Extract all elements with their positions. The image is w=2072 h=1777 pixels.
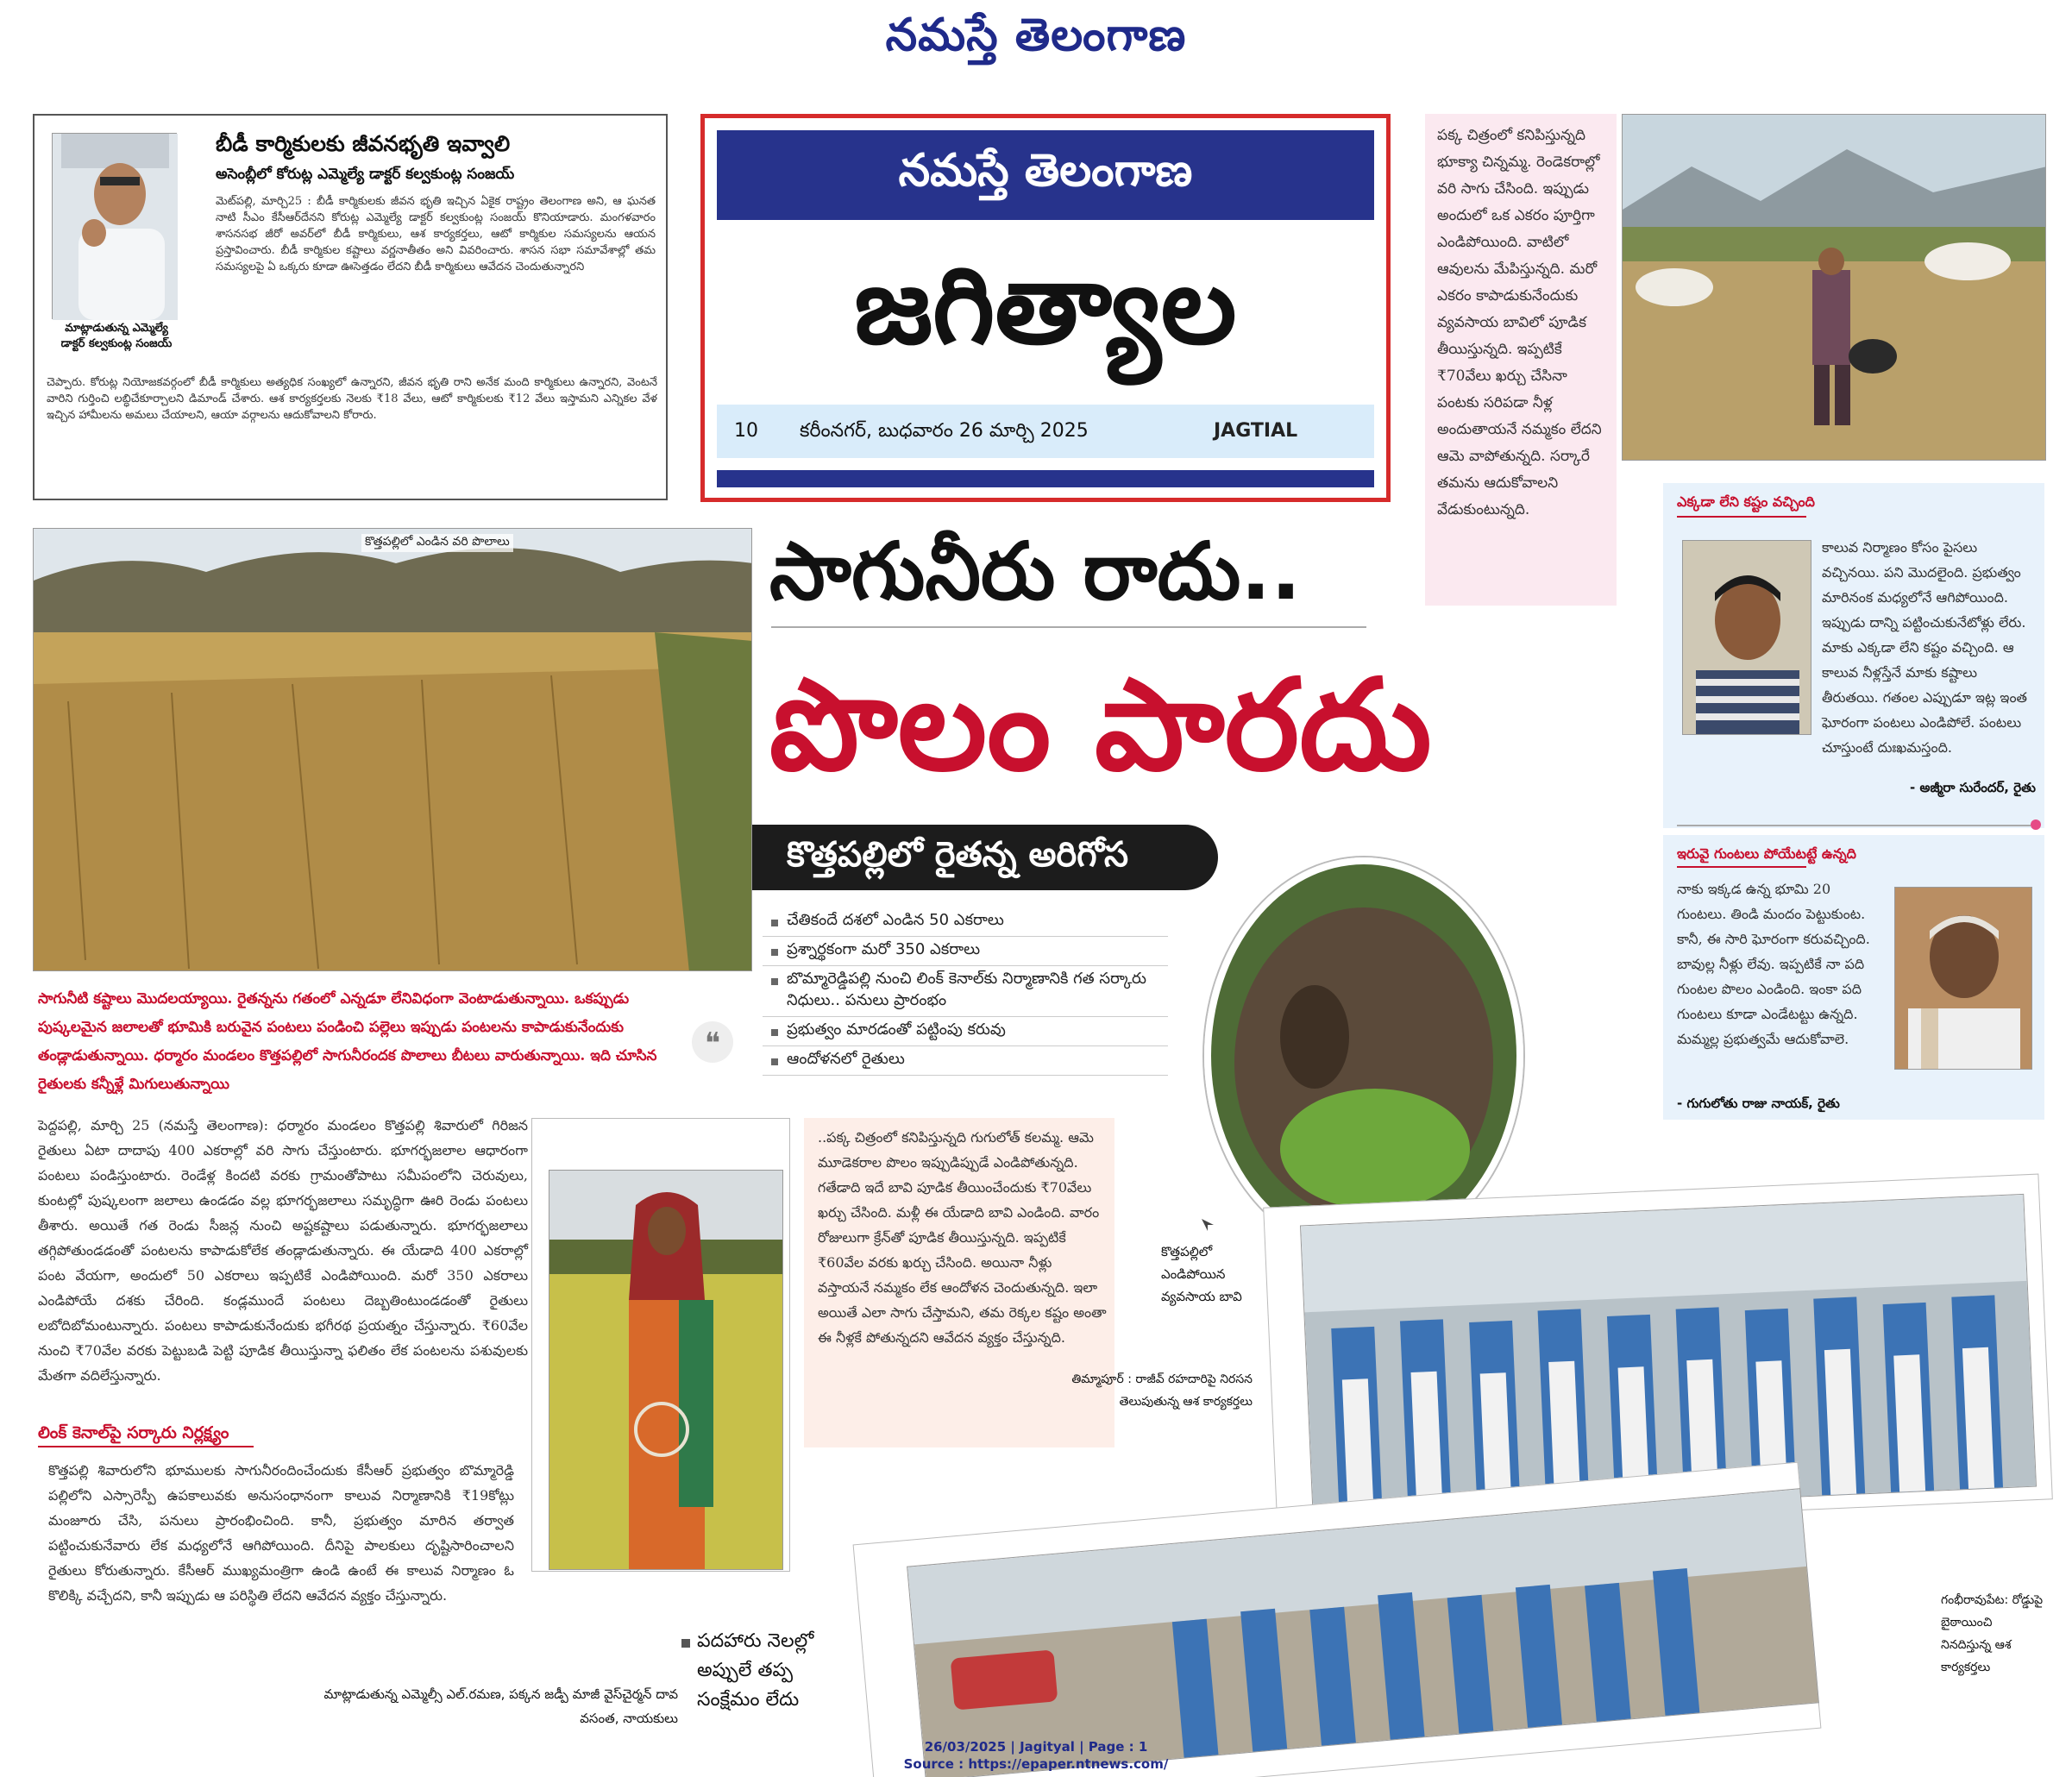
dry-paddy-field-graphic <box>34 529 752 971</box>
bullet-item: చేతికందే దశలో ఎండిన 50 ఎకరాలు <box>763 907 1168 937</box>
dry-field-woman-graphic <box>1623 115 2046 461</box>
canal-subhead: లింక్ కెనాల్‌పై సర్కారు నిర్లక్ష్యం <box>38 1423 229 1442</box>
main-body-2: కొత్తపల్లి శివారులోని భూములకు సాగునీరందించేందుకు కేసీఆర్ ప్రభుత్వం బొమ్మారెడ్డి పల్లిలోని ఎస్సారెస్పీ ఉపకాలువకు అనుసంధానంగా కాలువ నిర్మాణానికి ₹19కోట్లు మంజూరు చేసి, పనులు ప్రారంభించింది. కానీ, ప్రభుత్వం మారిన తర్వాత పట్టించుకునేవారు లేక మధ్యలోనే ఆగిపోయింది. దీనిపై పాలకులు దృష్టిసారించాలని రైతులు కోరుతున్నారు. కేసీఆర్ ముఖ్యమంత్రిగా ఉండి ఉంటే ఈ కాలువ నిర్మాణం ఓ కొలిక్కి వచ్చేదని, కానీ ఇప్పుడు ఆ పరిస్థితి లేదని ఆవేదన వ్యక్తం చేస్తున్నారు. <box>48 1462 514 1604</box>
top-right-woman-field-photo <box>1622 114 2046 461</box>
edition-page-number: 10 <box>734 420 758 442</box>
mla-portrait-graphic <box>53 134 178 320</box>
quote-mark-icon: ❝ <box>692 1021 733 1063</box>
bottom-mla-caption: మాట్లాడుతున్న ఎమ్మెల్సీ ఎల్.రమణ, పక్కన జడ్పీ మాజీ వైస్‌చైర్మన్ దావ వసంత, నాయకులు <box>323 1686 678 1726</box>
woman-kalamma-graphic <box>549 1171 783 1570</box>
field-photo-caption: కొత్తపల్లిలో ఎండిన వరి పొలాలు <box>361 534 513 552</box>
main-headline-1: సాగునీరు రాదు.. <box>769 525 1302 618</box>
asha-photo-2-caption: గంభీరావుపేట: రోడ్డుపై బైఠాయించి నినదిస్తున్న ఆశ కార్యకర్తలు <box>1941 1593 2044 1674</box>
edition-dateline: కరీంనగర్, బుధవారం 26 మార్చి 2025 <box>800 420 1089 442</box>
footer-source-line: Source : https://epaper.ntnews.com/ <box>903 1756 1169 1772</box>
quote-2-underline <box>1677 866 1806 868</box>
dry-paddy-field-photo <box>33 528 752 971</box>
quote-2-portrait <box>1894 887 2032 1070</box>
asha-protest-1-graphic <box>1301 1195 2037 1518</box>
mla-body-full: చెప్పారు. కోరుట్ల నియోజకవర్గంలో బీడీ కార్మికులు అత్యధిక సంఖ్యలో ఉన్నారని, జీవన భృతి రాని అనేక మంది కార్మికులు ఉన్నారని, వెంటనే వారిని గుర్తించి లబ్ధిచేకూర్చాలని డిమాండ్ చేశారు. ఆశ కార్యకర్తలకు నెలకు ₹18 వేలు, ఆటో కార్మికులకు ₹12 వేలు ఇస్తామని ఎన్నికల వేళ ఇచ్చిన హామీలను అమలు చేయాలని, ఆయా వర్గాలను ఆదుకోవాలని కోరారు. <box>47 376 657 422</box>
bottom-debt-line-1: పదహారు నెలల్లో <box>697 1630 814 1652</box>
asha-photo-1-caption: తిమ్మాపూర్ : రాజీవ్ రహదారిపై నిరసన తెలుపుతున్న ఆశ కార్యకర్తలు <box>1071 1372 1253 1409</box>
well-caption: కొత్తపల్లిలో ఎండిపోయిన వ్యవసాయ బావి <box>1161 1244 1242 1304</box>
highlight-paragraph: సాగునీటి కష్టాలు మొదలయ్యాయి. రైతన్నను గతంలో ఎన్నడూ లేనివిధంగా వెంటాడుతున్నాయి. ఒకప్పుడు పుష్కలమైన జలాలతో భూమికి బరువైన పంటలు పండించి పల్లెలు ఇప్పుడు పంటలను కాపాడుకునేందుకు తండ్లాడుతున్నాయి. ధర్మారం మండలం కొత్తపల్లిలో సాగునీరందక పొలాలు బీటలు వారుతున్నాయి. ఇది చూసిన రైతులకు కన్నీళ్లే మిగులుతున్నాయి <box>38 990 657 1093</box>
bottom-debt-line-2: అప్పులే తప్ప <box>697 1660 794 1681</box>
masthead: నమస్తే తెలంగాణ <box>885 9 1187 61</box>
woman-kalamma-photo <box>549 1170 783 1570</box>
dry-well-photo <box>1204 857 1523 1254</box>
footer-date-line: 26/03/2025 | Jagityal | Page : 1 <box>924 1739 1148 1755</box>
edition-code: JAGTIAL <box>1214 420 1298 442</box>
quote-2-title: ఇరువై గుంటలు పోయేటట్టే ఉన్నది <box>1677 845 1856 862</box>
quote-2-author: - గుగులోతు రాజు నాయక్, రైతు <box>1677 1096 1840 1111</box>
edition-box <box>700 114 1391 502</box>
quote-1-text: కాలువ నిర్మాణం కోసం పైసలు వచ్చినయి. పని మొదలైంది. ప్రభుత్వం మారినంక మధ్యలోనే ఆగిపోయింది. ఇప్పుడు దాన్ని పట్టించుకునేటోళ్లు లేరు. మాకు ఎక్కడా లేని కష్టం వచ్చింది. ఆ కాలువ నీళ్లస్తేనే మాకు కష్టాలు తీరుతయి. గతంల ఎప్పుడూ ఇట్ల ఇంత ఘోరంగా పంటలు ఎండిపోలే. పంటలు చూస్తుంటే దుఃఖమస్తంది. <box>1822 539 2028 756</box>
quote-1-author: - అజ్మీరా సురేందర్, రైతు <box>1910 780 2036 795</box>
bullet-list <box>763 907 1168 1076</box>
bullet-item: ప్రభుత్వం మారడంతో పట్టింపు కరువు <box>763 1017 1168 1046</box>
bottom-debt-bullet-icon <box>681 1639 690 1648</box>
navigation-arrow-icon <box>1199 1216 1216 1234</box>
mla-body-right: మెట్‌పల్లి, మార్చి25 : బీడీ కార్మికులకు జీవన భృతి ఇచ్చిన ఏకైక రాష్ట్రం తెలంగాణ అని, ఆ ఘనత నాటి సీఎం కేసీఆర్‌దేనని కోరుట్ల ఎమ్మెల్యే డాక్టర్ కల్వకుంట్ల సంజయ్ కొనియాడారు. మంగళవారం శాసనసభ జీరో అవర్‌లో బీడీ కార్మికులు, ఆశ కార్యకర్తలు, ఆటో కార్మికుల సమస్యలను ఆయన ప్రస్తావించారు. బీడీ కార్మికుల కష్టాలు వర్ణనాతీతం అని వివరించారు. శాసన సభా సమావేశాల్లో తమ సమస్యలపై ఏ ఒక్కరు కూడా ఊసెత్తడం లేదని బీడీ కార్మికులు ఆవేదన చెందుతున్నారని <box>216 195 656 273</box>
woman-caption-text: ..పక్క చిత్రంలో కనిపిస్తున్నది గుగులోత్ కలమ్మ. ఆమె మూడెకరాల పొలం ఇప్పుడిప్పుడే ఎండిపోతున్నది. గతేడాది ఇదే బావి పూడిక తీయించేందుకు ₹70వేలు ఖర్చు చేసింది. మళ్లీ ఈ యేడాది బావి ఎండింది. వారం రోజులుగా క్రేన్‌తో పూడిక తీయిస్తున్నది. ఇప్పటికే ₹60వేల వరకు ఖర్చు చేసింది. అయినా నీళ్లు వస్తాయనే నమ్మకం లేక ఆందోళన చెందుతున్నది. ఇలా అయితే ఎలా సాగు చేస్తామని, తమ రెక్కల కష్టం అంతా ఈ నీళ్లకే పోతున్నదని ఆవేదన వ్యక్తం చేస్తున్నది. <box>818 1129 1107 1346</box>
quote-divider <box>1677 825 2031 826</box>
quote-1-portrait <box>1682 540 1811 735</box>
bullet-item: ఆందోళనలో రైతులు <box>763 1046 1168 1076</box>
asha-protest-photo-1 <box>1300 1194 2037 1518</box>
canal-subhead-rule <box>38 1446 254 1447</box>
story-mla-box <box>33 114 668 500</box>
main-headline-2: పొలం పారదు <box>769 652 1432 799</box>
quote-divider-dot <box>2031 819 2041 830</box>
bottom-debt-line-3: సంక్షేమం లేదు <box>697 1689 800 1711</box>
mla-photo <box>52 133 177 319</box>
main-body-1: పెద్దపల్లి, మార్చి 25 (నమస్తే తెలంగాణ): ధర్మారం మండలం కొత్తపల్లి శివారులో గిరిజన రైతులు ఏటా దాదాపు 400 ఎకరాల్లో వరి సాగు చేస్తుంటారు. భూగర్భజలాల ఆధారంగా పంటలు పండిస్తుంటారు. రెండేళ్ల కిందటి వరకు గ్రామంతోపాటు సమీపంలోని చెరువులు, కుంటల్లో పుష్కలంగా జలాలు ఉండడం వల్ల భూగర్భజలాలు సమృద్ధిగా ఊరి రెండు పంటలు తీశారు. అయితే గత రెండు సీజన్ల నుంచి అష్టకష్టాలు పడుతున్నారు. భూగర్భజలాలు తగ్గిపోతుండడంతో పంటలను కాపాడుకోలేక తండ్లాడుతున్నారు. ఈ యేడాది 400 ఎకరాల్లో పంట వేయగా, అందులో 50 ఎకరాలు ఇప్పటికే ఎండిపోయింది. మరో 350 ఎకరాలు ఎండిపోయే దశకు చేరింది. కండ్లముందే పంటలు దెబ్బతింటుండడంతో రైతులు లబోదిబోమంటున్నారు. పంటలు కాపాడుకునేందుకు భగీరథ ప్రయత్నం చేస్తున్నారు. ₹60వేల నుంచి ₹70వేల వరకు పెట్టుబడి పెట్టి పూడిక తీయిస్తున్నా ఫలితం లేక పంటలను పశువులకు మేతగా వదిలేస్తున్నారు. <box>38 1117 528 1384</box>
kicker-text: కొత్తపల్లిలో రైతన్న అరిగోస <box>787 835 1129 875</box>
quote-1-underline <box>1677 516 1806 518</box>
bullet-item: ప్రశ్నార్థకంగా మరో 350 ఎకరాలు <box>763 937 1168 966</box>
bullet-item: బొమ్మారెడ్డిపల్లి నుంచి లింక్ కెనాల్‌కు నిర్మాణానికి గత సర్కారు నిధులు.. పనులు ప్రారంభం <box>763 966 1168 1017</box>
headline-rule <box>771 626 1366 628</box>
farmer-surender-graphic <box>1683 541 1811 735</box>
mla-headline: బీడీ కార్మికులకు జీవనభృతి ఇవ్వాలి <box>216 131 511 156</box>
quote-2-text: నాకు ఇక్కడ ఉన్న భూమి 20 గుంటలు. తిండి మందం పెట్టుకుంట. కానీ, ఈ సారి ఘోరంగా కరువచ్చింది. బావుల్ల నీళ్లు లేవు. ఇప్పటికే నా పది గుంటల పొలం ఎండింది. ఇంకా పది గుంటలు కూడా ఎండేటట్టు ఉన్నది. మమ్మల్ల ప్రభుత్వమే ఆదుకోవాలె. <box>1677 881 1870 1047</box>
quote-1-title: ఎక్కడా లేని కష్టం వచ్చింది <box>1677 493 1815 510</box>
dry-well-graphic <box>1211 864 1516 1247</box>
mla-subhead: అసెంబ్లీలో కోరుట్ల ఎమ్మెల్యే డాక్టర్ కల్వకుంట్ల సంజయ్ <box>216 166 515 183</box>
edition-paper-name: నమస్తే తెలంగాణ <box>898 144 1193 197</box>
mla-photo-caption: మాట్లాడుతున్న ఎమ్మెల్యే డాక్టర్ కల్వకుంట్ల సంజయ్ <box>60 322 173 350</box>
farmer-raju-graphic <box>1895 888 2032 1070</box>
edition-bottom-band <box>717 470 1374 487</box>
top-right-story-text: పక్క చిత్రంలో కనిపిస్తున్నది భూక్యా చిన్నమ్మ. రెండెకరాల్లో వరి సాగు చేసింది. ఇప్పుడు అందులో ఒక ఎకరం పూర్తిగా ఎండిపోయింది. వాటిలో ఆవులను మేపిస్తున్నది. మరో ఎకరం కాపాడుకునేందుకు వ్యవసాయ బావిలో పూడిక తీయిస్తున్నది. ఇప్పటికే ₹70వేలు ఖర్చు చేసినా పంటకు సరిపడా నీళ్ల అందుతాయనే నమ్మకం లేదని ఆమె వాపోతున్నది. సర్కారే తమను ఆదుకోవాలని వేడుకుంటున్నది. <box>1437 127 1602 518</box>
edition-district: జగిత్యాల <box>854 244 1237 368</box>
